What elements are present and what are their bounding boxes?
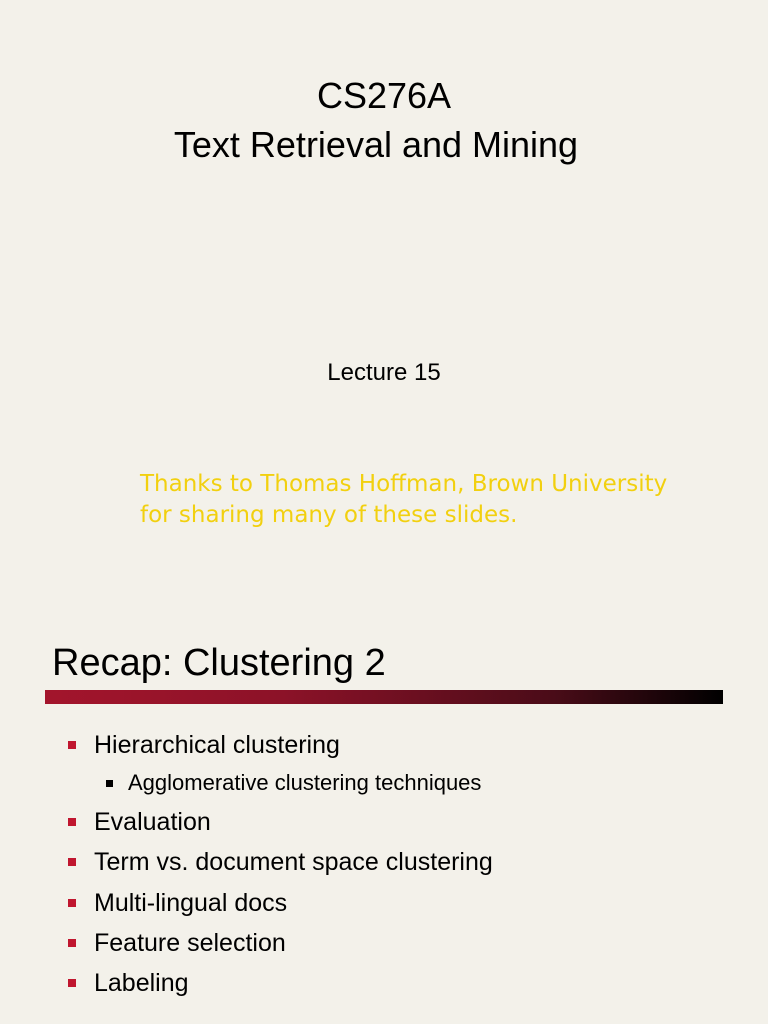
square-bullet-icon: [68, 899, 76, 907]
square-bullet-icon: [68, 979, 76, 987]
square-bullet-icon: [106, 780, 113, 787]
slide-title: Recap: Clustering 2: [52, 642, 386, 684]
lecture-number: Lecture 15: [327, 359, 441, 386]
bullet-text: Labeling: [94, 969, 189, 997]
acknowledgement-line-1: Thanks to Thomas Hoffman, Brown University: [140, 471, 668, 497]
acknowledgement-line-2: for sharing many of these slides.: [140, 502, 518, 528]
bullet-text: Term vs. document space clustering: [94, 848, 493, 876]
square-bullet-icon: [68, 818, 76, 826]
bullet-text: Hierarchical clustering: [94, 731, 340, 759]
course-title: Text Retrieval and Mining: [173, 124, 579, 165]
title-underline-bar: [45, 690, 723, 704]
bullet-text: Multi-lingual docs: [94, 889, 288, 917]
square-bullet-icon: [68, 741, 76, 749]
recap-slide: [0, 620, 768, 1024]
bullet-text: Agglomerative clustering techniques: [128, 770, 482, 795]
bullet-text: Evaluation: [94, 808, 211, 836]
course-code: CS276A: [316, 75, 452, 116]
bullet-text: Feature selection: [94, 929, 286, 957]
square-bullet-icon: [68, 858, 76, 866]
square-bullet-icon: [68, 939, 76, 947]
